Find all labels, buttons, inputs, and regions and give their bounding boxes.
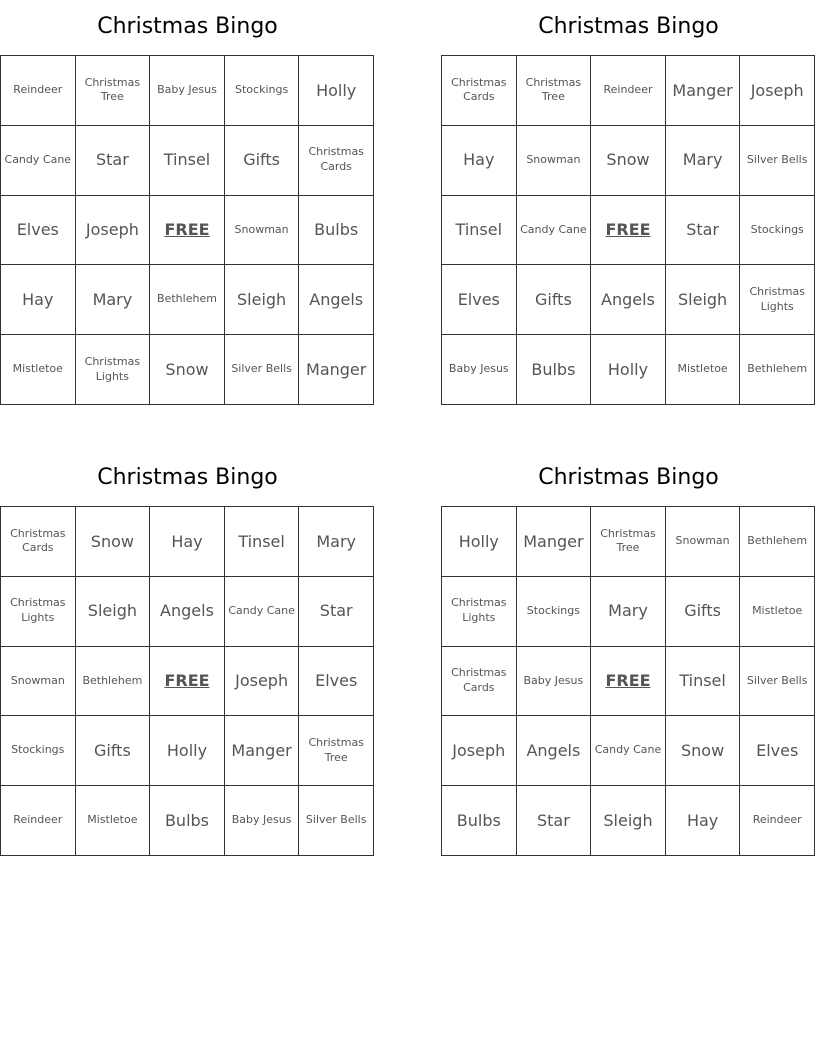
bingo-grid <box>441 506 815 856</box>
bingo-cell: Snowman <box>517 126 592 196</box>
bingo-cell: Christmas Cards <box>442 56 517 126</box>
bingo-cell: Christmas Tree <box>76 56 151 126</box>
bingo-cell: Christmas Tree <box>299 716 374 786</box>
bingo-cell: Mary <box>299 507 374 577</box>
bingo-cell: Christmas Lights <box>740 265 815 335</box>
bingo-cell: Stockings <box>225 56 300 126</box>
bingo-cell: Stockings <box>517 577 592 647</box>
bingo-cell: Snowman <box>666 507 741 577</box>
bingo-cell: Star <box>76 126 151 196</box>
bingo-card <box>0 12 375 405</box>
bingo-cell: Silver Bells <box>740 647 815 717</box>
card-title: Christmas Bingo <box>97 465 278 490</box>
bingo-cell: Mary <box>666 126 741 196</box>
bingo-cell: Mistletoe <box>1 335 76 405</box>
bingo-card <box>441 12 816 405</box>
bingo-cell: Gifts <box>666 577 741 647</box>
bingo-cell: Reindeer <box>1 56 76 126</box>
bingo-cell: Reindeer <box>740 786 815 856</box>
bingo-cell: Elves <box>1 196 76 266</box>
bingo-cell: Holly <box>442 507 517 577</box>
bingo-cell: Reindeer <box>1 786 76 856</box>
bingo-cell: Tinsel <box>666 647 741 717</box>
bingo-cell: Christmas Lights <box>442 577 517 647</box>
bingo-cell: Bethlehem <box>76 647 151 717</box>
bingo-cell: Joseph <box>225 647 300 717</box>
bingo-cell: Snowman <box>225 196 300 266</box>
bingo-cell: Stockings <box>740 196 815 266</box>
bingo-cell: Snow <box>76 507 151 577</box>
bingo-cell: Silver Bells <box>740 126 815 196</box>
bingo-cell: Manger <box>299 335 374 405</box>
bingo-cell: Bulbs <box>517 335 592 405</box>
bingo-card <box>441 463 816 856</box>
bingo-cell: Tinsel <box>442 196 517 266</box>
bingo-cell: Bulbs <box>442 786 517 856</box>
bingo-grid <box>0 55 374 405</box>
bingo-cell: Joseph <box>740 56 815 126</box>
bingo-cell: Christmas Tree <box>591 507 666 577</box>
bingo-cell: Snowman <box>1 647 76 717</box>
bingo-cell: Bulbs <box>299 196 374 266</box>
bingo-cell: Mary <box>76 265 151 335</box>
bingo-cell: Hay <box>442 126 517 196</box>
bingo-cell: Mistletoe <box>76 786 151 856</box>
bingo-cell: Bulbs <box>150 786 225 856</box>
bingo-cell: Bethlehem <box>740 507 815 577</box>
bingo-cell: Angels <box>299 265 374 335</box>
free-space: FREE <box>150 196 225 266</box>
bingo-cell: Bethlehem <box>740 335 815 405</box>
bingo-cell: Hay <box>666 786 741 856</box>
bingo-cell: Baby Jesus <box>150 56 225 126</box>
bingo-cell: Elves <box>299 647 374 717</box>
bingo-card <box>0 463 375 856</box>
bingo-cell: Christmas Tree <box>517 56 592 126</box>
bingo-cell: Sleigh <box>591 786 666 856</box>
bingo-cell: Mistletoe <box>740 577 815 647</box>
bingo-cell: Christmas Lights <box>1 577 76 647</box>
bingo-cell: Mary <box>591 577 666 647</box>
bingo-cell: Holly <box>299 56 374 126</box>
bingo-cell: Hay <box>1 265 76 335</box>
bingo-cell: Star <box>517 786 592 856</box>
bingo-cell: Candy Cane <box>1 126 76 196</box>
bingo-cell: Angels <box>591 265 666 335</box>
bingo-cell: Sleigh <box>225 265 300 335</box>
bingo-cell: Manger <box>666 56 741 126</box>
bingo-cell: Joseph <box>76 196 151 266</box>
bingo-cell: Bethlehem <box>150 265 225 335</box>
bingo-cell: Star <box>299 577 374 647</box>
bingo-cell: Sleigh <box>76 577 151 647</box>
bingo-cell: Manger <box>225 716 300 786</box>
bingo-cell: Gifts <box>76 716 151 786</box>
bingo-cell: Sleigh <box>666 265 741 335</box>
bingo-cell: Star <box>666 196 741 266</box>
bingo-grid <box>441 55 815 405</box>
bingo-cell: Snow <box>150 335 225 405</box>
bingo-cell: Angels <box>150 577 225 647</box>
bingo-cell: Manger <box>517 507 592 577</box>
card-title: Christmas Bingo <box>97 14 278 39</box>
bingo-cell: Candy Cane <box>517 196 592 266</box>
card-title: Christmas Bingo <box>538 465 719 490</box>
card-title: Christmas Bingo <box>538 14 719 39</box>
bingo-cell: Christmas Cards <box>442 647 517 717</box>
bingo-cell: Angels <box>517 716 592 786</box>
bingo-cell: Silver Bells <box>299 786 374 856</box>
bingo-cell: Elves <box>442 265 517 335</box>
free-space: FREE <box>591 196 666 266</box>
bingo-cell: Candy Cane <box>225 577 300 647</box>
bingo-cell: Christmas Lights <box>76 335 151 405</box>
bingo-cell: Stockings <box>1 716 76 786</box>
bingo-cell: Silver Bells <box>225 335 300 405</box>
free-space: FREE <box>591 647 666 717</box>
bingo-cell: Holly <box>591 335 666 405</box>
bingo-cell: Snow <box>666 716 741 786</box>
bingo-cell: Baby Jesus <box>517 647 592 717</box>
bingo-cell: Holly <box>150 716 225 786</box>
bingo-cell: Joseph <box>442 716 517 786</box>
bingo-cell: Candy Cane <box>591 716 666 786</box>
bingo-cell: Reindeer <box>591 56 666 126</box>
bingo-cell: Baby Jesus <box>225 786 300 856</box>
bingo-cell: Mistletoe <box>666 335 741 405</box>
bingo-cell: Snow <box>591 126 666 196</box>
bingo-cell: Gifts <box>517 265 592 335</box>
bingo-cell: Tinsel <box>225 507 300 577</box>
bingo-cell: Gifts <box>225 126 300 196</box>
bingo-cell: Elves <box>740 716 815 786</box>
bingo-cell: Baby Jesus <box>442 335 517 405</box>
bingo-cell: Christmas Cards <box>1 507 76 577</box>
free-space: FREE <box>150 647 225 717</box>
bingo-cell: Tinsel <box>150 126 225 196</box>
bingo-cell: Hay <box>150 507 225 577</box>
bingo-cell: Christmas Cards <box>299 126 374 196</box>
bingo-grid <box>0 506 374 856</box>
